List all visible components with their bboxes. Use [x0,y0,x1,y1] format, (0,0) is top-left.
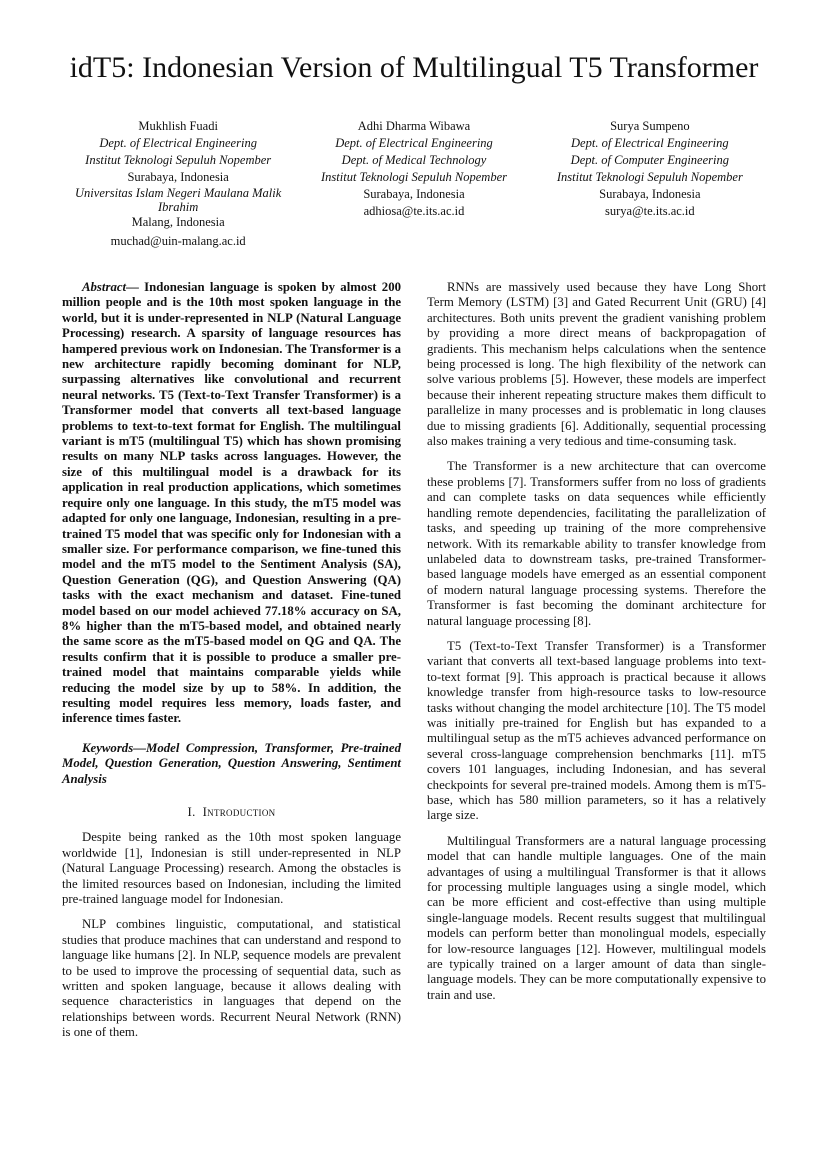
author-email: muchad@uin-malang.ac.id [110,234,246,248]
body-columns [62,280,766,1051]
author-email: surya@te.its.ac.id [605,204,695,218]
author-affiliation: Dept. of Medical Technology [341,153,487,167]
author-block [62,118,766,250]
author-email: adhiosa@te.its.ac.id [363,204,465,218]
paragraph: Despite being ranked as the 10th most spoken language worldwide [1], Indonesian is still under-represented in NLP (Natural Language Processing) research. Among the obstacles is the limited resources based on Indonesian, including the limited pre-trained language model for Indonesian. [62,830,401,907]
author-location: Surabaya, Indonesia [363,187,465,201]
author-affiliation: Dept. of Electrical Engineering [99,136,257,150]
author-location: Surabaya, Indonesia [599,187,701,201]
author-affiliation: Universitas Islam Negeri Maulana Malik Ibrahim [75,186,282,214]
author-affiliation: Institut Teknologi Sepuluh Nopember [85,153,272,167]
author-affiliation: Dept. of Computer Engineering [570,153,729,167]
abstract-text: Indonesian language is spoken by almost 200 million people and is the 10th most spoken language in the world, but it is under-represented in NLP (Natural Language Processing) research. A sparsity of language resources has hampered previous work on Indonesian. The Transformer is a new architecture rapidly becoming dominant for NLP, surpassing alternatives like convolutional and recurrent neural networks. T5 (Text-to-Text Transfer Transformer) is a Transformer model that converts all text-based language problems to text-to-text format for English. The multilingual variant is mT5 (multilingual T5) which has shown promising results on many NLP tasks across languages. However, the size of this multilingual model is a drawback for its application in real production applications, which sometimes require only one language. In this study, the mT5 model was adapted for only one language, Indonesian, resulting in a pre-trained T5 model that was specific only for Indonesian with a smaller size. For performance comparison, we fine-tuned this model and the mT5 model to the Sentiment Analysis (SA), Question Generation (QG), and Question Answering (QA) tasks with the exact mechanism and dataset. Fine-tuned model based on our model achieved 77.18% accuracy on SA, 8% higher than the mT5-based model, and obtained nearly the same score as the mT5-based model on QG and QA. The results confirm that it is possible to produce a smaller pre-trained model that maintains comparable yields while reducing the model size by up to 58%. In addition, the resulting model requires less memory, loads faster, and inference times faster. [62,280,401,726]
paragraph: NLP combines linguistic, computational, and statistical studies that produce machines that can understand and respond to language like humans [2]. In NLP, sequence models are prevalent to be used to improve the processing of sequential data, such as written and spoken language, because it allows dealing with sequence characteristics in languages that depend on the relationships between words. Recurrent Neural Network (RNN) is one of them. [62,917,401,1040]
paragraph: The Transformer is a new architecture that can overcome these problems [7]. Transformers suffer from no loss of gradients and can complete tasks on data sequences while efficiently handling remote dependencies, facilitating the parallelization of tasks, and speeding up training of the more comprehensive network. With its remarkable ability to transfer knowledge from unlabeled data to downstream tasks, pre-trained Transformer-based language models have emerged as an essential component of modern natural language processing systems. Therefore the Transformer is fast becoming the dominant architecture for natural language processing [8]. [427,459,766,628]
author-1 [62,118,294,250]
abstract-lead: Abstract— [82,280,139,294]
author-location: Malang, Indonesia [131,215,225,229]
paragraph: T5 (Text-to-Text Transfer Transformer) is a Transformer variant that converts all text-based language problems into text-to-text format [9]. This approach is practical because it allows knowledge transfer from high-resource tasks to low-resource tasks without changing the model architecture [10]. The T5 model was initially pre-trained for English but has expanded to a multilingual setup as the mT5 achieves advanced performance on several cross-language comprehension benchmarks [11]. mT5 covers 101 languages, including Indonesian, and has several checkpoints for several pre-trained models. Among them is mT5-base, which has 580 million parameters, so it has a relatively large size. [427,638,766,823]
author-3 [534,118,766,250]
author-location: Surabaya, Indonesia [127,170,229,184]
author-name: Mukhlish Fuadi [138,119,218,133]
author-name: Surya Sumpeno [610,119,690,133]
author-affiliation: Institut Teknologi Sepuluh Nopember [556,170,743,184]
paragraph: Multilingual Transformers are a natural language processing model that can handle multiple languages. One of the main advantages of using a multilingual Transformer is that it allows for processing multiple languages using a single model, which can be more efficient and cost-effective than using multiple single-language models. Recent results suggest that multilingual models can perform better than monolingual models, especially for low-resource languages [12]. However, multilingual models are typically trained on a larger amount of data than single-language models. They can be more computationally expensive to train and use. [427,833,766,1002]
paragraph: RNNs are massively used because they have Long Short Term Memory (LSTM) [3] and Gated Recurrent Unit (GRU) [4] architectures. Both units prevent the gradient vanishing problem by providing a more direct means of backpropagation of gradients. This mechanism helps calculations when the sentence being processed is long. The high flexibility of the network can solve various problems [5]. However, these models are imperfect because their inherent repeating structure makes them difficult to parallelize in many processes and is problematic in long clauses due to missing gradients [6]. Additionally, sequential processing also makes training a very tedious and time-consuming task. [427,280,766,449]
author-name: Adhi Dharma Wibawa [357,119,471,133]
author-affiliation: Dept. of Electrical Engineering [335,136,493,150]
left-column [62,280,401,1051]
author-affiliation: Dept. of Electrical Engineering [571,136,729,150]
paper-title: idT5: Indonesian Version of Multilingual T5 Transformer [69,51,759,84]
section-number: I. [187,805,196,819]
section-heading [62,805,401,820]
author-2 [298,118,530,250]
abstract [62,280,401,727]
author-affiliation: Institut Teknologi Sepuluh Nopember [321,170,507,184]
section-title: Introduction [202,805,276,819]
keywords: Keywords—Model Compression, Transformer, Pre-trained Model, Question Generation, Question Answering, Sentiment Analysis [62,740,401,786]
right-column [427,280,766,1051]
